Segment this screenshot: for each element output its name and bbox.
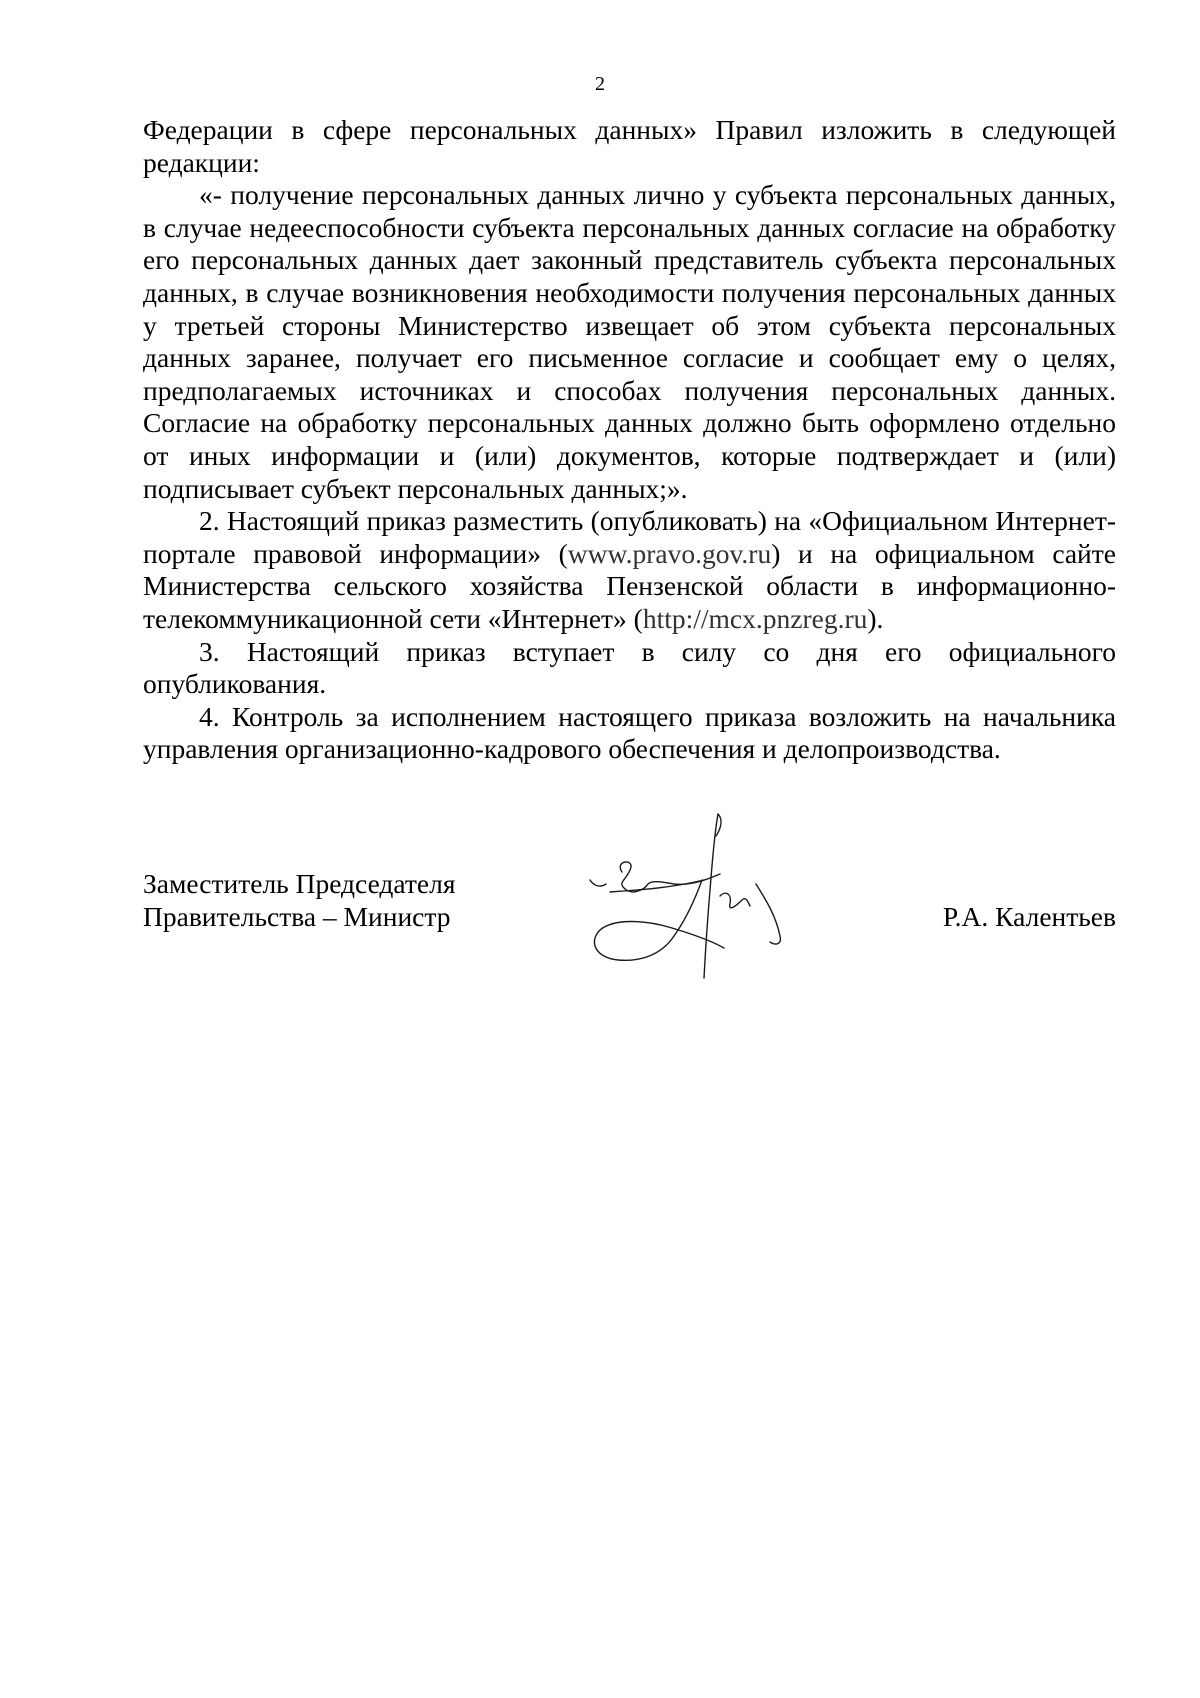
document-body (143, 114, 1116, 766)
paragraph-quoted-rule: «- получение персональных данных лично у субъекта персональных данных, в случае недееспособности субъекта персональных данных согласие на обработку его персональных данных дает законный представитель субъекта персональных данных, в случае возникновения необходимости получения персональных данных у третьей стороны Министерство извещает об этом субъекта персональных данных заранее, получает его письменное согласие и сообщает ему о целях, предполагаемых источниках и способах получения персональных данных. Согласие на обработку персональных данных должно быть оформлено отдельно от иных информации и (или) документов, которые подтверждает и (или) подписывает субъект персональных данных;». (143, 179, 1116, 504)
publication-text-middle: ) и на официальном сайте Министерства сельского хозяйства Пензенской области в информационно-телекоммуникационной сети «Интернет» ( (143, 537, 1117, 634)
publication-text-end: ). (867, 602, 884, 634)
paragraph-intro: Федерации в сфере персональных данных» Правил изложить в следующей редакции: (143, 114, 1116, 178)
paragraph-entry-into-force: 3. Настоящий приказ вступает в силу со дня его официального опубликования. (143, 635, 1116, 700)
handwritten-signature (570, 810, 820, 980)
page-number: 2 (595, 73, 605, 95)
publication-text-start: 2. Настоящий приказ разместить (опубликовать) на «Официальном Интернет-портале правовой информации» ( (143, 505, 1116, 569)
paragraph-control: 4. Контроль за исполнением настоящего приказа возложить на начальника управления организационно-кадрового обеспечения и делопроизводства. (143, 700, 1116, 765)
paragraph-publication (143, 505, 1116, 635)
signatory-title-line-1: Заместитель Председателя (143, 868, 456, 899)
mcx-link[interactable]: http://mcx.pnzreg.ru (642, 602, 868, 634)
signatory-name: Р.А. Калентьев (942, 901, 1116, 932)
signatory-title (143, 868, 456, 933)
signatory-title-line-2: Правительства – Министр (143, 900, 451, 932)
pravo-link[interactable]: www.pravo.gov.ru (567, 537, 772, 569)
